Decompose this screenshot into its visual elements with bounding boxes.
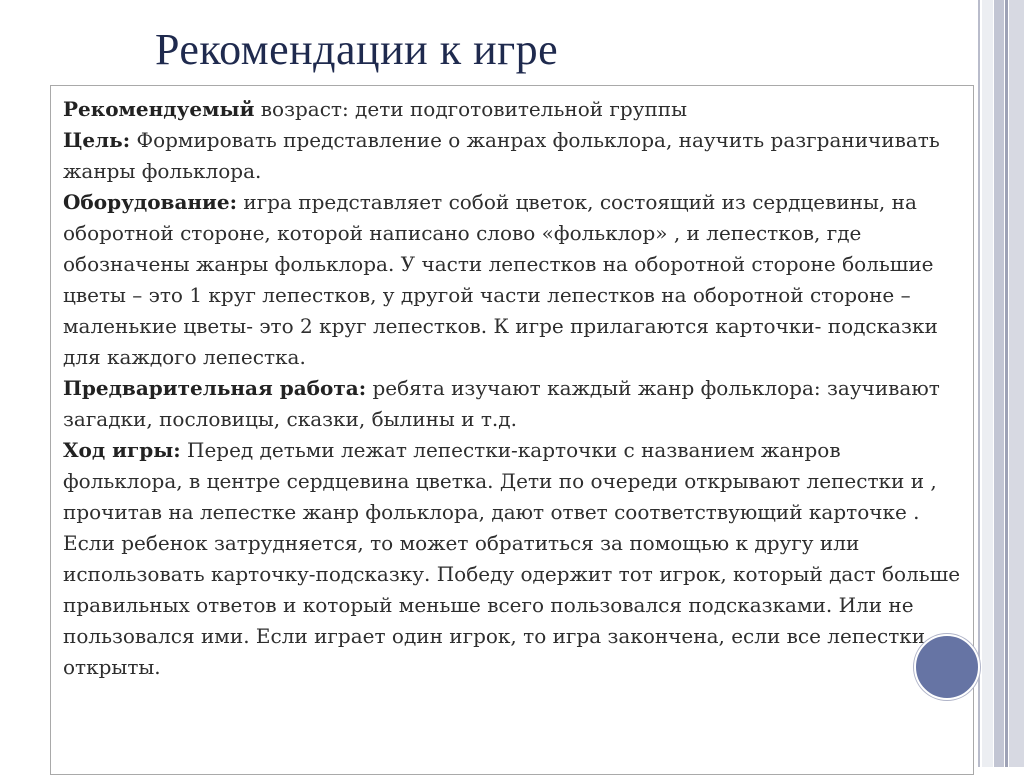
game-paragraph [63,435,963,683]
goal-paragraph [63,125,963,187]
goal-label: Цель: [63,128,131,152]
game-text: Перед детьми лежат лепестки-карточки с названием жанров фольклора, в центре сердцевина цветка. Дети по очереди открывают лепестки и , прочитав на лепестке жанр фольклора, дают ответ соответствующий карточке . Если ребенок затрудняется, то может обратиться за помощью к другу или использовать карточку-подсказку. Победу одержит тот игрок, который даст больше правильных ответов и который меньше всего пользовался подсказками. Или не пользовался ими. Если играет один игрок, то игра закончена, если все лепестки открыты. [63,438,961,679]
stripe [1005,0,1008,767]
prep-text: ребята изучают каждый жанр фольклора: заучивают загадки, пословицы, сказки, былины и т.д. [63,376,940,431]
decorative-stripes [978,0,1024,767]
equipment-label: Оборудование: [63,190,237,214]
goal-text: Формировать представление о жанрах фольклора, научить разграничивать жанры фольклора. [63,128,940,183]
prep-label: Предварительная работа: [63,376,367,400]
game-label: Ход игры: [63,438,181,462]
content-box [50,85,974,775]
equipment-paragraph [63,187,963,373]
decorative-circle [914,634,980,700]
age-label: Рекомендуемый [63,97,255,121]
equipment-text: игра представляет собой цветок, состоящий из сердцевины, на оборотной стороне, которой написано слово «фольклор» , и лепестков, где обозначены жанры фольклора. У части лепестков на оборотной стороне большие цветы – это 1 круг лепестков, у другой части лепестков на оборотной стороне – маленькие цветы- это 2 круг лепестков. К игре прилагаются карточки- подсказки для каждого лепестка. [63,190,938,369]
age-paragraph [63,94,963,125]
stripe [994,0,1004,767]
age-text: возраст: дети подготовительной группы [254,97,688,121]
stripe [978,0,980,767]
slide-title: Рекомендации к игре [155,25,559,74]
stripe [1009,0,1024,767]
prep-paragraph [63,373,963,435]
stripe [982,0,993,767]
